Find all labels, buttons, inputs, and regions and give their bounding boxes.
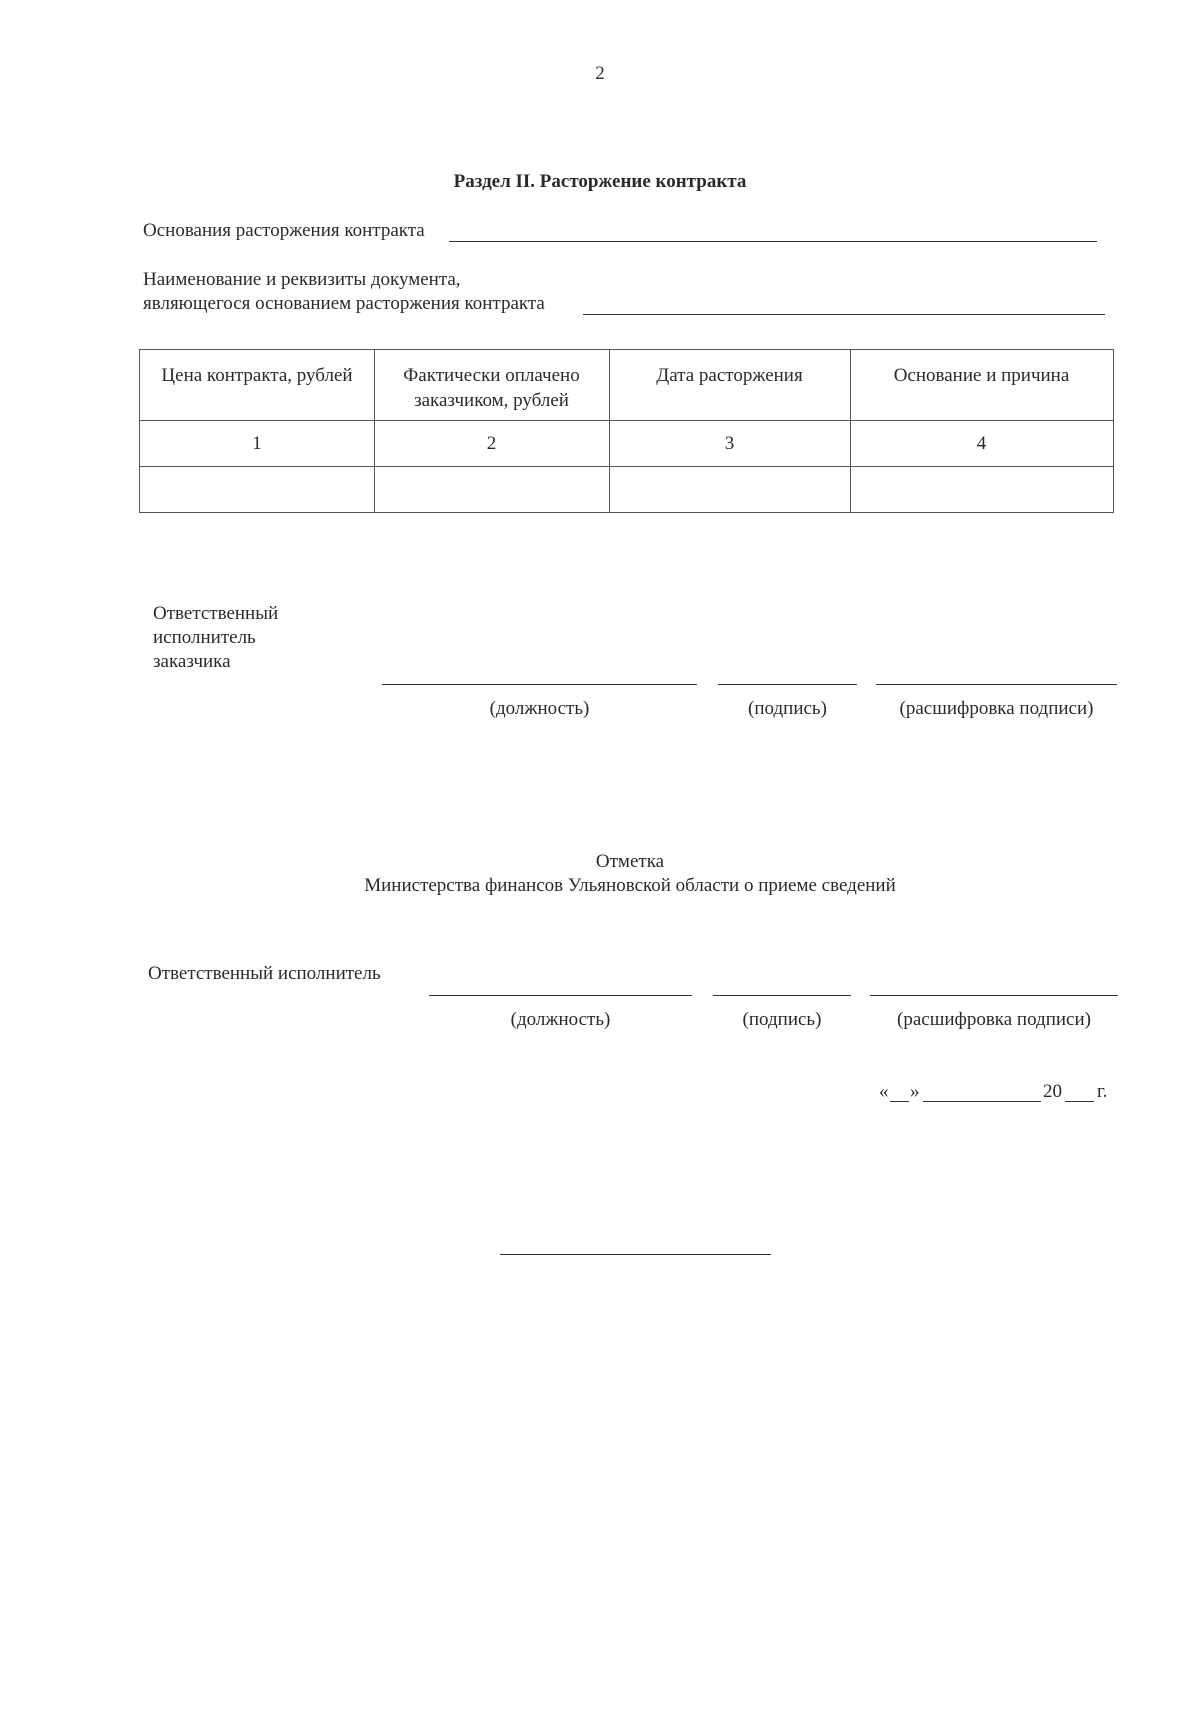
date-year-suffix: г.	[1097, 1081, 1108, 1102]
customer-position-line[interactable]	[382, 684, 697, 685]
document-label-line2: являющегося основанием расторжения контракта	[143, 293, 545, 314]
date-year-prefix: 20	[1043, 1081, 1062, 1102]
date-year-line[interactable]	[1065, 1101, 1094, 1102]
customer-signature-line[interactable]	[718, 684, 857, 685]
data-cell-grounds-reason[interactable]	[850, 468, 1113, 512]
column-number: 3	[724, 433, 735, 454]
date-month-line[interactable]	[923, 1101, 1041, 1102]
ministry-caption-decoding: (расшифровка подписи)	[897, 1009, 1091, 1030]
ministry-decoding-line[interactable]	[870, 995, 1118, 996]
date-close-quote: »	[910, 1081, 920, 1102]
header-termination-date: Дата расторжения	[656, 365, 803, 386]
page-number: 2	[595, 63, 605, 84]
termination-table	[139, 349, 1114, 513]
ministry-executor-label: Ответственный исполнитель	[148, 963, 381, 984]
customer-executor-label-line3: заказчика	[153, 651, 231, 672]
header-grounds-reason: Основание и причина	[893, 365, 1070, 386]
column-number: 1	[252, 433, 262, 454]
section-title: Раздел II. Расторжение контракта	[453, 171, 747, 192]
ministry-caption-signature: (подпись)	[742, 1009, 822, 1030]
customer-caption-signature: (подпись)	[748, 698, 827, 719]
document-fill-line[interactable]	[583, 314, 1105, 315]
customer-caption-position: (должность)	[489, 698, 590, 719]
closing-separator-line	[500, 1254, 771, 1255]
date-open-quote: «	[879, 1081, 889, 1102]
ministry-caption-position: (должность)	[510, 1009, 611, 1030]
column-number: 4	[976, 433, 987, 454]
ministry-position-line[interactable]	[429, 995, 692, 996]
ministry-signature-line[interactable]	[713, 995, 851, 996]
data-cell-contract-price[interactable]	[140, 468, 374, 512]
column-number: 2	[486, 433, 497, 454]
header-actually-paid: Фактически оплачено заказчиком, рублей	[403, 365, 580, 411]
termination-grounds-fill-line[interactable]	[449, 241, 1097, 242]
document-label-line1: Наименование и реквизиты документа,	[143, 269, 461, 290]
termination-grounds-label: Основания расторжения контракта	[143, 220, 425, 241]
date-day-line[interactable]	[890, 1101, 909, 1102]
customer-caption-decoding: (расшифровка подписи)	[899, 698, 1094, 719]
ministry-mark-title-line1: Отметка	[595, 851, 665, 872]
data-cell-termination-date[interactable]	[609, 468, 850, 512]
customer-executor-label-line2: исполнитель	[153, 627, 256, 648]
ministry-mark-title-line2: Министерства финансов Ульяновской области о приеме сведений	[364, 875, 896, 896]
header-contract-price: Цена контракта, рублей	[161, 365, 353, 386]
data-cell-actually-paid[interactable]	[374, 468, 609, 512]
customer-decoding-line[interactable]	[876, 684, 1117, 685]
customer-executor-label-line1: Ответственный	[153, 603, 279, 624]
